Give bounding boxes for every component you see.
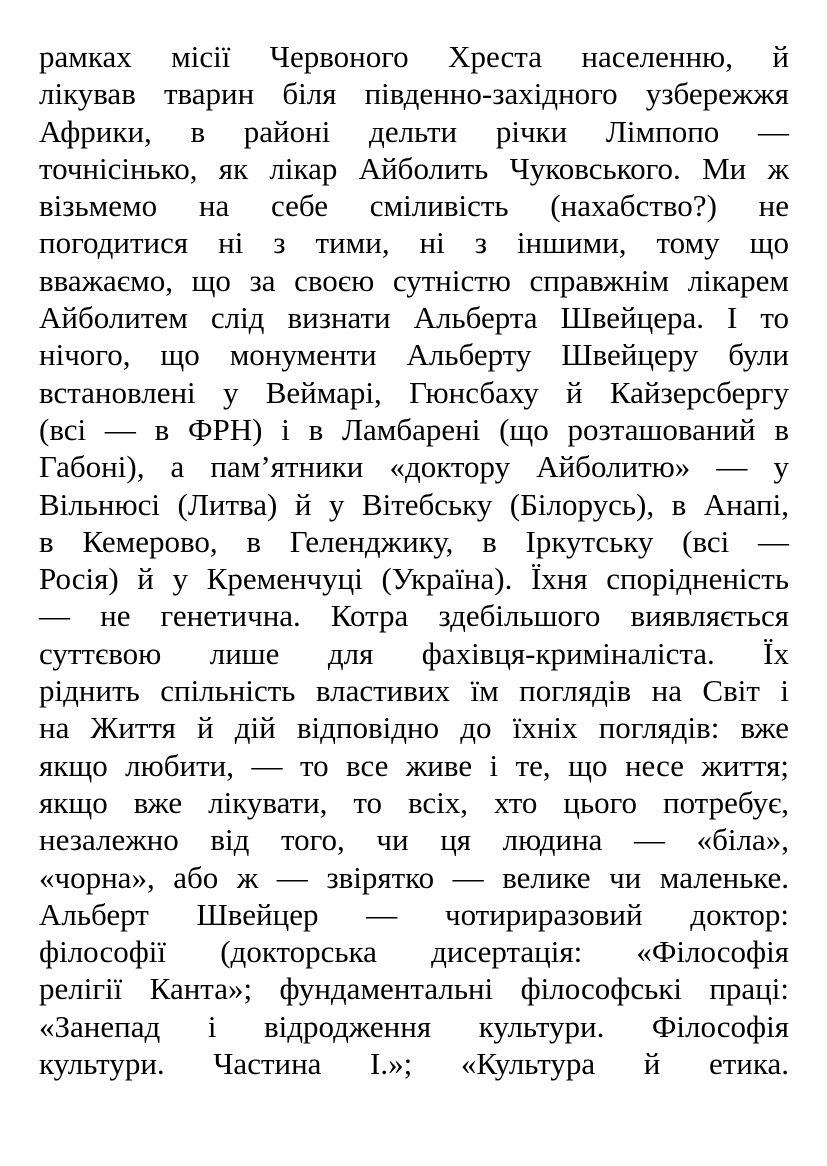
text-line: релігії Канта»; фундаментальні філософські праці: bbox=[39, 971, 789, 1007]
text-line: точнісінько, як лікар Айболить Чуковського. Ми ж bbox=[39, 150, 789, 186]
text-line: нічого, що монументи Альберту Швейцеру були bbox=[39, 337, 789, 373]
text-line: рамках місії Червоного Хреста населенню, й bbox=[39, 39, 789, 74]
text-line: на Життя й дій відповідно до їхніх поглядів: вже bbox=[39, 710, 789, 746]
text-line: Айболитем слід визнати Альберта Швейцера. І то bbox=[39, 300, 789, 336]
text-line: лікував тварин біля південно-західного узбережжя bbox=[39, 76, 789, 112]
text-line: — не генетична. Котра здебільшого виявляється bbox=[39, 598, 789, 634]
text-line: (всі — в ФРН) і в Ламбарені (що розташований в bbox=[39, 411, 789, 447]
text-line: Африки, в районі дельти річки Лімпопо — bbox=[39, 113, 789, 149]
text-line: якщо любити, — то все живе і те, що несе життя; bbox=[39, 747, 789, 783]
text-line: Росія) й у Кременчуці (Україна). Їхня спорідненість bbox=[39, 561, 789, 597]
text-line: якщо вже лікувати, то всіх, хто цього потребує, bbox=[39, 784, 789, 820]
text-line: ріднить спільність властивих їм поглядів на Світ і bbox=[39, 673, 789, 709]
text-line: незалежно від того, чи ця людина — «біла», bbox=[39, 822, 789, 858]
text-line: Габоні), а пам’ятники «доктору Айболитю» — у bbox=[39, 449, 789, 485]
text-line: в Кемерово, в Геленджику, в Іркутську (всі — bbox=[39, 523, 789, 559]
text-line: «чорна», або ж — звірятко — велике чи маленьке. bbox=[39, 859, 789, 895]
text-line: візьмемо на себе сміливість (нахабство?) не bbox=[39, 188, 789, 224]
text-line: погодитися ні з тими, ні з іншими, тому що bbox=[39, 225, 789, 261]
text-line: суттєвою лише для фахівця-криміналіста. Їх bbox=[39, 635, 789, 671]
text-line: культури. Частина І.»; «Культура й етика. bbox=[39, 1046, 789, 1082]
text-line: Вільнюсі (Литва) й у Вітебську (Білорусь), в Анапі, bbox=[39, 486, 789, 522]
text-line: вважаємо, що за своєю сутністю справжнім лікарем bbox=[39, 262, 789, 298]
document-page bbox=[39, 38, 789, 1082]
text-line: «Занепад і відродження культури. Філософія bbox=[39, 1008, 789, 1044]
text-line: Альберт Швейцер — чотириразовий доктор: bbox=[39, 896, 789, 932]
text-line: філософії (докторська дисертація: «Філософія bbox=[39, 934, 789, 970]
text-line: встановлені у Веймарі, Гюнсбаху й Кайзерсбергу bbox=[39, 374, 789, 410]
